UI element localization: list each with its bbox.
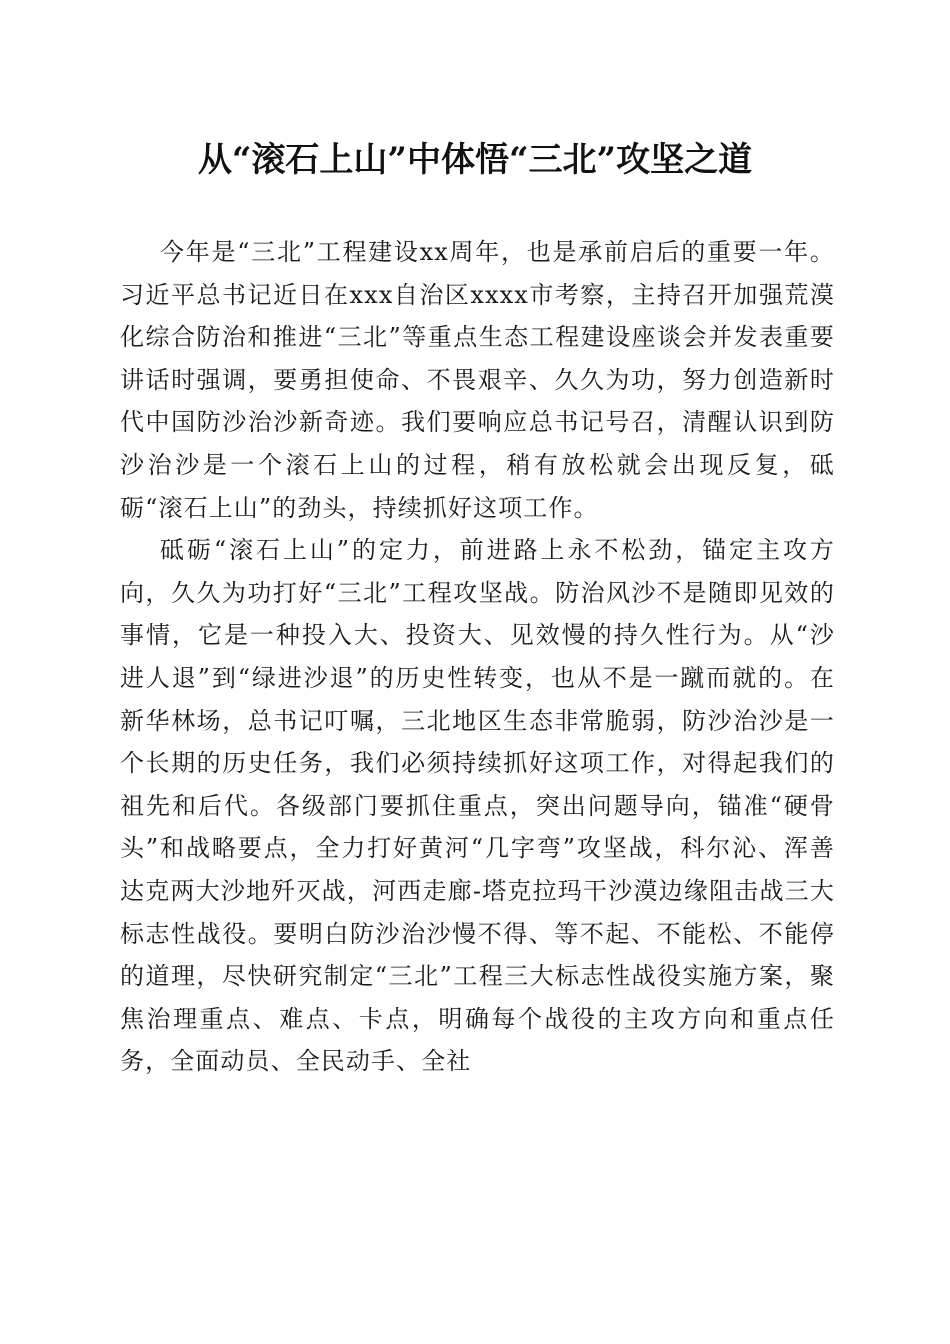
paragraph-1: 今年是“三北”工程建设xx周年，也是承前启后的重要一年。习近平总书记近日在xxx自治区xxxx市考察，主持召开加强荒漠化综合防治和推进“三北”等重点生态工程建设座谈会并发表重要讲话时强调，要勇担使命、不畏艰辛、久久为功，努力创造新时代中国防沙治沙新奇迹。我们要响应总书记号召，清醒认识到防沙治沙是一个滚石上山的过程，稍有放松就会出现反复，砥砺“滚石上山”的劲头，持续抓好这项工作。: [120, 238, 835, 522]
paragraph-2: 砥砺“滚石上山”的定力，前进路上永不松劲，锚定主攻方向，久久为功打好“三北”工程攻坚战。防治风沙不是随即见效的事情，它是一种投入大、投资大、见效慢的持久性行为。从“沙进人退”到“绿进沙退”的历史性转变，也从不是一蹴而就的。在新华林场，总书记叮嘱，三北地区生态非常脆弱，防沙治沙是一个长期的历史任务，我们必须持续抓好这项工作，对得起我们的祖先和后代。各级部门要抓住重点，突出问题导向，锚准“硬骨头”和战略要点，全力打好黄河“几字弯”攻坚战，科尔沁、浑善达克两大沙地歼灭战，河西走廊-塔克拉玛干沙漠边缘阻击战三大标志性战役。要明白防沙治沙慢不得、等不起、不能松、不能停的道理，尽快研究制定“三北”工程三大标志性战役实施方案，聚焦治理重点、难点、卡点，明确每个战役的主攻方向和重点任务，全面动员、全民动手、全社: [120, 536, 835, 1076]
document-title: 从“滚石上山”中体悟“三北”攻坚之道: [197, 140, 753, 180]
document-body: [120, 231, 835, 1083]
